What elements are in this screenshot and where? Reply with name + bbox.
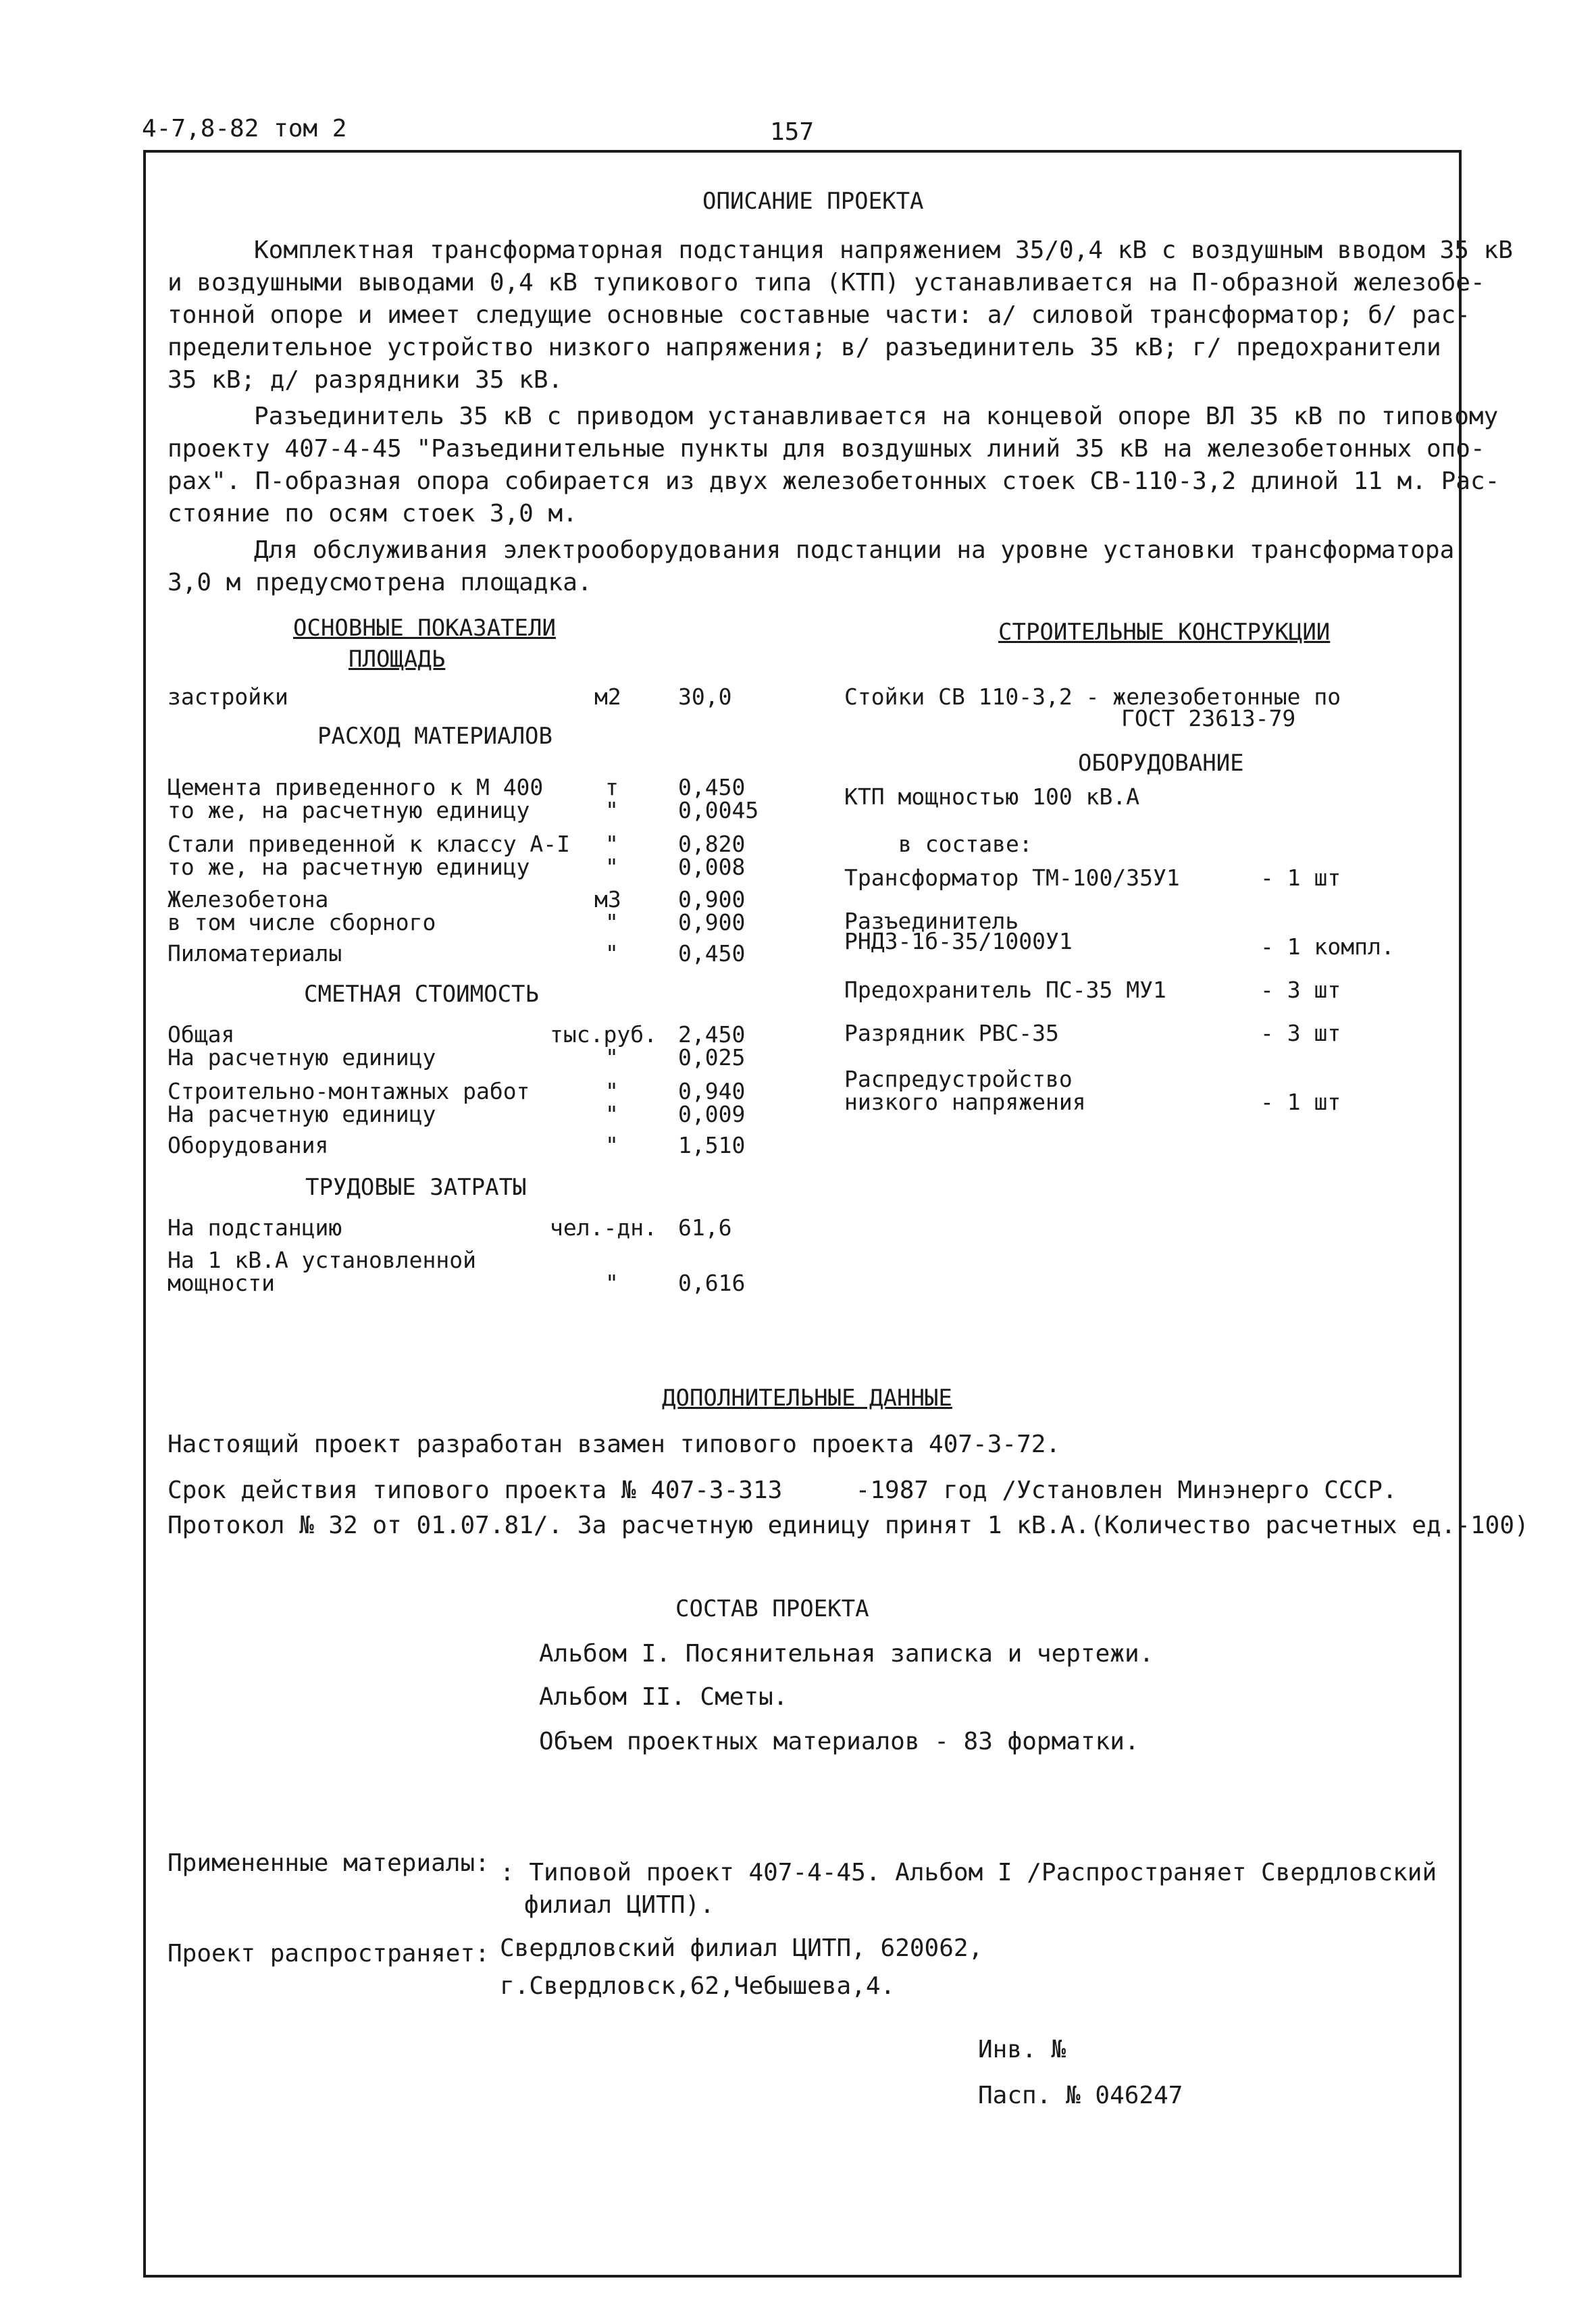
material-unit: " <box>605 831 619 857</box>
inventory-number: Инв. № <box>978 2036 1066 2063</box>
material-value: 0,450 <box>678 774 746 800</box>
material-unit: " <box>605 854 619 880</box>
applied-materials-line: : Типовой проект 407-4-45. Альбом I /Распространяет Свердловский <box>500 1859 1437 1886</box>
equipment-name-2: РНДЗ-1б-35/1000У1 <box>844 928 1073 954</box>
labor-unit: " <box>605 1270 619 1296</box>
applied-materials-label: Примененные материалы: <box>168 1849 490 1877</box>
material-label: Стали приведенной к классу А-I <box>168 831 571 857</box>
additional-line: Протокол № 32 от 01.07.81/. За расчетную единицу принят 1 кВ.А.(Количество расчетных ед.-100) <box>168 1512 1529 1539</box>
description-line: Комплектная трансформаторная подстанция напряжением 35/0,4 кВ с воздушным вводом 35 кВ <box>254 236 1513 264</box>
page-number: 157 <box>770 118 815 146</box>
additional-line: Настоящий проект разработан взамен типового проекта 407-3-72. <box>168 1431 1061 1458</box>
cost-value: 1,510 <box>678 1132 746 1158</box>
additional-line: Срок действия типового проекта № 407-3-313 -1987 год /Установлен Минэнерго СССР. <box>168 1476 1397 1504</box>
equipment-name: Распредустройство <box>844 1066 1073 1092</box>
composition-line: Альбом II. Сметы. <box>539 1683 788 1711</box>
equipment-qty: - 3 шт <box>1260 1020 1341 1046</box>
labor-value: 0,616 <box>678 1270 746 1296</box>
material-label: то же, на расчетную единицу <box>168 797 530 823</box>
cost-unit: " <box>605 1101 619 1127</box>
material-label: Пиломатериалы <box>168 940 342 967</box>
description-line: и воздушными выводами 0,4 кВ тупикового типа (КТП) устанавливается на П-образной железобе- <box>168 269 1485 297</box>
cost-value: 0,009 <box>678 1101 746 1127</box>
labor-unit: чел.-дн. <box>550 1214 657 1241</box>
material-value: 0,900 <box>678 886 746 912</box>
description-line: Разъединитель 35 кВ с приводом устанавливается на концевой опоре ВЛ 35 кВ по типовому <box>254 403 1499 430</box>
cost-unit: тыс.руб. <box>550 1021 657 1048</box>
material-unit: т <box>605 774 619 800</box>
cost-label: Строительно-монтажных работ <box>168 1078 530 1104</box>
passport-number: Пасп. № 046247 <box>978 2082 1183 2109</box>
area-unit: м2 <box>594 684 621 710</box>
document-code: 4-7,8-82 том 2 <box>142 115 347 143</box>
distributor-line: г.Свердловск,62,Чебышева,4. <box>500 1972 896 2000</box>
area-label: застройки <box>168 684 288 710</box>
applied-materials-line: филиал ЦИТП). <box>524 1891 715 1919</box>
ktp-line: КТП мощностью 100 кВ.А <box>844 783 1140 810</box>
cost-unit: " <box>605 1044 619 1071</box>
labor-label: На подстанцию <box>168 1214 342 1241</box>
material-label: в том числе сборного <box>168 909 436 935</box>
additional-title: ДОПОЛНИТЕЛЬНЫЕ ДАННЫЕ <box>662 1385 952 1412</box>
material-label: то же, на расчетную единицу <box>168 854 530 880</box>
material-unit: " <box>605 909 619 935</box>
materials-title: РАСХОД МАТЕРИАЛОВ <box>317 723 552 750</box>
labor-label: На 1 кВ.А установленной <box>168 1247 476 1273</box>
material-label: Цемента приведенного к М 400 <box>168 774 544 800</box>
material-unit: м3 <box>594 886 621 912</box>
description-line: Для обслуживания электрооборудования подстанции на уровне установки трансформатора <box>254 536 1455 564</box>
equipment-name: Трансформатор ТМ-100/35У1 <box>844 865 1180 891</box>
labor-title: ТРУДОВЫЕ ЗАТРАТЫ <box>305 1174 527 1201</box>
cost-unit: " <box>605 1132 619 1158</box>
description-line: рах". П-образная опора собирается из двух железобетонных стоек СВ-110-3,2 длиной 11 м. Рас- <box>168 467 1500 495</box>
material-label: Железобетона <box>168 886 329 912</box>
distributor-line: Свердловский филиал ЦИТП, 620062, <box>500 1934 983 1962</box>
description-line: 3,0 м предусмотрена площадка. <box>168 569 592 596</box>
equipment-name: Разъединитель <box>844 908 1019 934</box>
cost-label: Оборудования <box>168 1132 329 1158</box>
cost-value: 0,940 <box>678 1078 746 1104</box>
description-line: тонной опоре и имеет следущие основные составные части: а/ силовой трансформатор; б/ рас- <box>168 301 1470 329</box>
structures-line: Стойки СВ 110-3,2 - железобетонные по <box>844 684 1341 710</box>
equipment-qty: - 1 компл. <box>1260 933 1395 960</box>
material-unit: " <box>605 940 619 967</box>
material-value: 0,900 <box>678 909 746 935</box>
distributor-label: Проект распространяет: <box>168 1940 490 1968</box>
equipment-qty: - 1 шт <box>1260 1089 1341 1115</box>
labor-label: мощности <box>168 1270 275 1296</box>
material-value: 0,450 <box>678 940 746 967</box>
description-line: стояние по осям стоек 3,0 м. <box>168 500 577 528</box>
material-value: 0,820 <box>678 831 746 857</box>
indicators-title: ОСНОВНЫЕ ПОКАЗАТЕЛИ <box>293 615 556 642</box>
cost-unit: " <box>605 1078 619 1104</box>
structures-title: СТРОИТЕЛЬНЫЕ КОНСТРУКЦИИ <box>998 619 1331 646</box>
cost-label: Общая <box>168 1021 235 1048</box>
material-value: 0,008 <box>678 854 746 880</box>
cost-title: СМЕТНАЯ СТОИМОСТЬ <box>304 981 539 1008</box>
structures-line: ГОСТ 23613-79 <box>1121 705 1296 731</box>
equipment-title: ОБОРУДОВАНИЕ <box>1078 750 1244 777</box>
area-title: ПЛОЩАДЬ <box>349 646 446 673</box>
cost-value: 2,450 <box>678 1021 746 1048</box>
equipment-name-2: низкого напряжения <box>844 1089 1086 1115</box>
composition-line: Альбом I. Посянительная записка и чертежи. <box>539 1640 1154 1668</box>
composition-label: в составе: <box>898 831 1033 857</box>
description-line: 35 кВ; д/ разрядники 35 кВ. <box>168 366 563 394</box>
material-value: 0,0045 <box>678 797 759 823</box>
labor-value: 61,6 <box>678 1214 732 1241</box>
cost-label: На расчетную единицу <box>168 1044 436 1071</box>
equipment-name: Предохранитель ПС-35 МУ1 <box>844 977 1166 1003</box>
equipment-name: Разрядник РВС-35 <box>844 1020 1059 1046</box>
description-line: пределительное устройство низкого напряжения; в/ разъединитель 35 кВ; г/ предохранители <box>168 334 1441 361</box>
area-value: 30,0 <box>678 684 732 710</box>
material-unit: " <box>605 797 619 823</box>
cost-value: 0,025 <box>678 1044 746 1071</box>
equipment-qty: - 3 шт <box>1260 977 1341 1003</box>
equipment-qty: - 1 шт <box>1260 865 1341 891</box>
cost-label: На расчетную единицу <box>168 1101 436 1127</box>
composition-line: Объем проектных материалов - 83 форматки. <box>539 1728 1139 1755</box>
description-line: проекту 407-4-45 "Разъединительные пункты для воздушных линий 35 кВ на железобетонных опо- <box>168 435 1485 463</box>
description-title: ОПИСАНИЕ ПРОЕКТА <box>702 188 924 215</box>
composition-title: СОСТАВ ПРОЕКТА <box>675 1595 869 1622</box>
